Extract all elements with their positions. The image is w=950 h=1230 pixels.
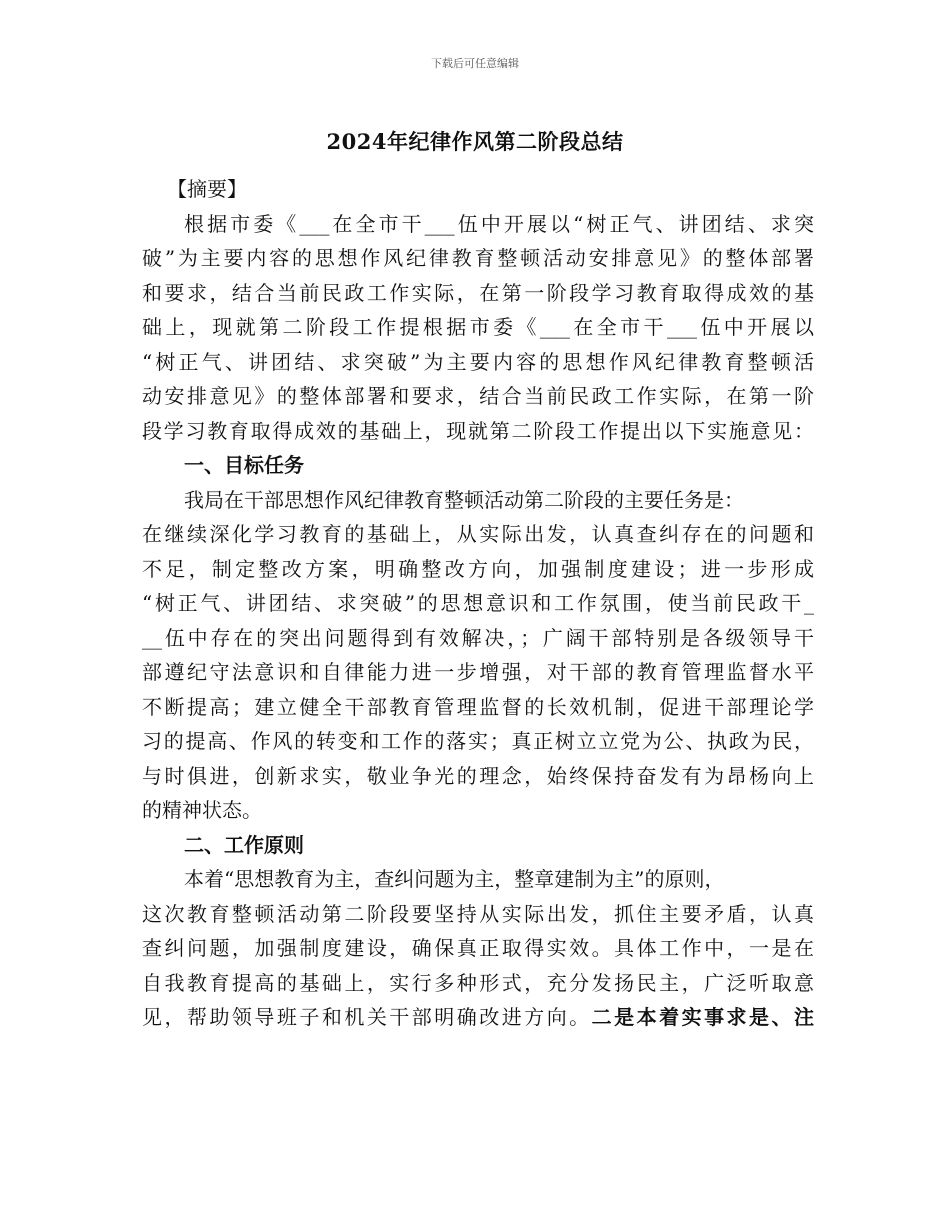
text-line	[142, 483, 814, 518]
line-text: 查纠问题，加强制度建设，确保真正取得实效。具体工作中，一是在	[142, 936, 814, 960]
text-line	[142, 655, 814, 690]
text-line	[142, 1000, 814, 1035]
line-text: 这次教育整顿活动第二阶段要坚持从实际出发，抓住主要矛盾，认真	[142, 901, 814, 926]
text-line	[142, 828, 814, 863]
line-text: 的精神状态。	[142, 798, 262, 822]
text-line	[142, 379, 814, 414]
line-text: __伍中存在的突出问题得到有效解决，；广阔干部特别是各级领导干	[142, 625, 814, 650]
text-line	[142, 724, 814, 759]
line-text: 动安排意见》的整体部署和要求，结合当前民政工作实际，在第一阶	[142, 384, 814, 408]
line-text: 不断提高；建立健全干部教育管理监督的长效机制，促进干部理论学	[142, 694, 814, 719]
line-text: 本着“思想教育为主，查纠问题为主，整章建制为主”的原则，	[184, 867, 725, 891]
line-text: 段学习教育取得成效的基础上，现就第二阶段工作提出以下实施意见：	[142, 418, 814, 443]
text-line	[142, 345, 814, 380]
line-text: 二、工作原则	[184, 832, 304, 857]
line-text: “树正气、讲团结、求突破”为主要内容的思想作风纪律教育整顿活	[142, 349, 814, 374]
line-text: 与时俱进，创新求实，敬业争光的理念，始终保持奋发有为昂杨向上	[142, 763, 814, 788]
line-bold-text: 二是本着实事求是、注	[591, 1005, 815, 1029]
line-text: 在继续深化学习教育的基础上，从实际出发，认真查纠存在的问题和	[142, 522, 814, 546]
text-line	[142, 241, 814, 276]
line-text: 习的提高、作风的转变和工作的落实；真正树立立党为公、执政为民，	[142, 729, 814, 753]
text-line	[142, 897, 814, 932]
line-text: “树正气、讲团结、求突破”的思想意识和工作氛围，使当前民政干_	[142, 591, 814, 615]
text-line	[142, 759, 814, 794]
text-line	[142, 517, 814, 552]
line-text: 部遵纪守法意识和自律能力进一步增强，对干部的教育管理监督水平	[142, 660, 814, 684]
abstract-label: 【摘要】	[167, 177, 247, 201]
line-text: 自我教育提高的基础上，实行多种形式，充分发扬民主，广泛听取意	[142, 970, 814, 995]
line-text: 础上，现就第二阶段工作提根据市委《___在全市干___伍中开展以	[142, 315, 814, 339]
text-line	[142, 552, 814, 587]
line-text: 见，帮助领导班子和机关干部明确改进方向。	[142, 1005, 592, 1029]
line-text: 我局在干部思想作风纪律教育整顿活动第二阶段的主要任务是：	[184, 487, 744, 512]
text-line	[142, 793, 814, 828]
text-line	[142, 414, 814, 449]
text-line	[142, 931, 814, 966]
line-text: 不足，制定整改方案，明确整改方向，加强制度建设；进一步形成	[142, 556, 814, 581]
text-line	[142, 862, 814, 897]
line-text: 和要求，结合当前民政工作实际，在第一阶段学习教育取得成效的基	[142, 280, 814, 305]
text-line	[142, 310, 814, 345]
paragraph-lines	[142, 207, 814, 1035]
text-line	[142, 276, 814, 311]
text-line	[142, 207, 814, 242]
text-line	[142, 448, 814, 483]
line-text: 破”为主要内容的思想作风纪律教育整顿活动安排意见》的整体部署	[142, 246, 814, 270]
text-line	[142, 966, 814, 1001]
header-note: 下载后可任意编辑	[431, 57, 519, 70]
text-line	[142, 586, 814, 621]
text-line	[142, 621, 814, 656]
line-text: 一、目标任务	[184, 453, 304, 477]
page-title: 2024年纪律作风第二阶段总结	[326, 129, 624, 154]
line-text: 根据市委《___在全市干___伍中开展以“树正气、讲团结、求突	[184, 211, 814, 236]
text-line	[142, 690, 814, 725]
document-body	[142, 172, 814, 1035]
